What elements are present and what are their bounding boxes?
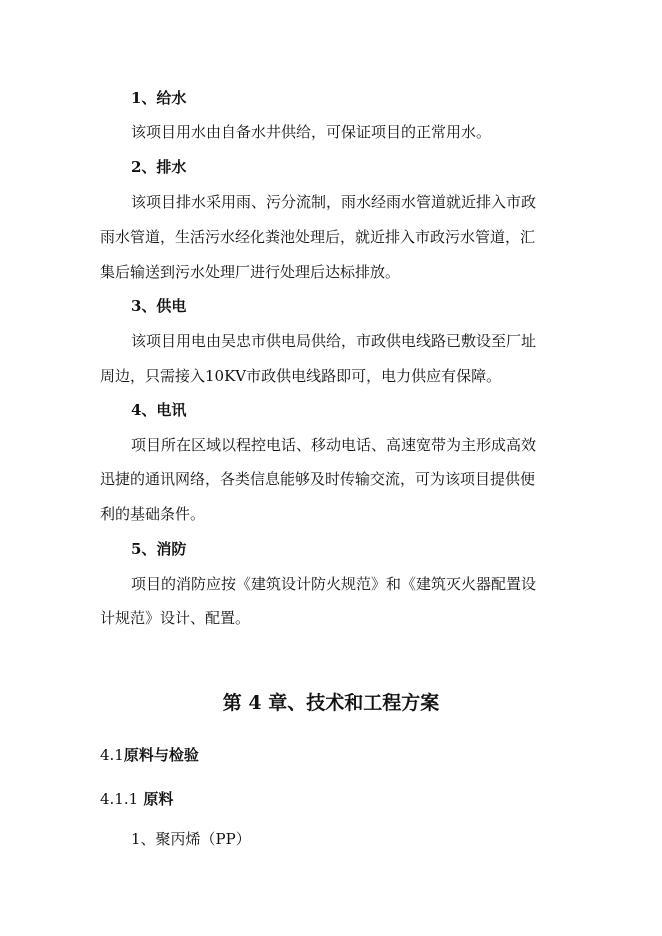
paragraph-line: 迅捷的通讯网络，各类信息能够及时传输交流，可为该项目提供便: [100, 470, 536, 488]
paragraph-line: 该项目用水由自备水井供给，可保证项目的正常用水。: [131, 123, 492, 141]
subsection-heading: [100, 745, 199, 765]
list-item-polypropylene: 1、聚丙烯（PP）: [131, 830, 251, 848]
section-heading-power-supply: 3、供电: [131, 297, 187, 315]
chapter-title: 第 4 章、技术和工程方案: [222, 692, 440, 714]
subsection-title: 原料与检验: [123, 746, 199, 764]
paragraph-line: 计规范》设计、配置。: [100, 609, 251, 627]
paragraph-line: 项目的消防应按《建筑设计防火规范》和《建筑灭火器配置设: [131, 575, 537, 593]
paragraph-line: 集后输送到污水处理厂进行处理后达标排放。: [100, 263, 401, 281]
paragraph-line: 项目所在区域以程控电话、移动电话、高速宽带为主形成高效: [131, 436, 537, 454]
section-heading-water-supply: 1、给水: [131, 89, 187, 107]
paragraph-line: 该项目用电由吴忠市供电局供给，市政供电线路已敷设至厂址: [131, 332, 537, 350]
subsection-number: 4.1: [100, 746, 124, 764]
section-heading-telecom: 4、电讯: [131, 401, 187, 419]
section-heading-drainage: 2、排水: [131, 158, 187, 176]
section-heading-fire-protection: 5、消防: [131, 540, 187, 558]
paragraph-line: 利的基础条件。: [100, 505, 206, 523]
subsubsection-number: 4.1.1: [100, 790, 139, 808]
subsubsection-title: 原料: [143, 790, 174, 808]
paragraph-line: 雨水管道，生活污水经化粪池处理后，就近排入市政污水管道，汇: [100, 228, 536, 246]
paragraph-line: 该项目排水采用雨、污分流制，雨水经雨水管道就近排入市政: [131, 193, 537, 211]
subsubsection-heading: [100, 789, 173, 809]
paragraph-line: 周边，只需接入10KV市政供电线路即可，电力供应有保障。: [100, 367, 502, 385]
